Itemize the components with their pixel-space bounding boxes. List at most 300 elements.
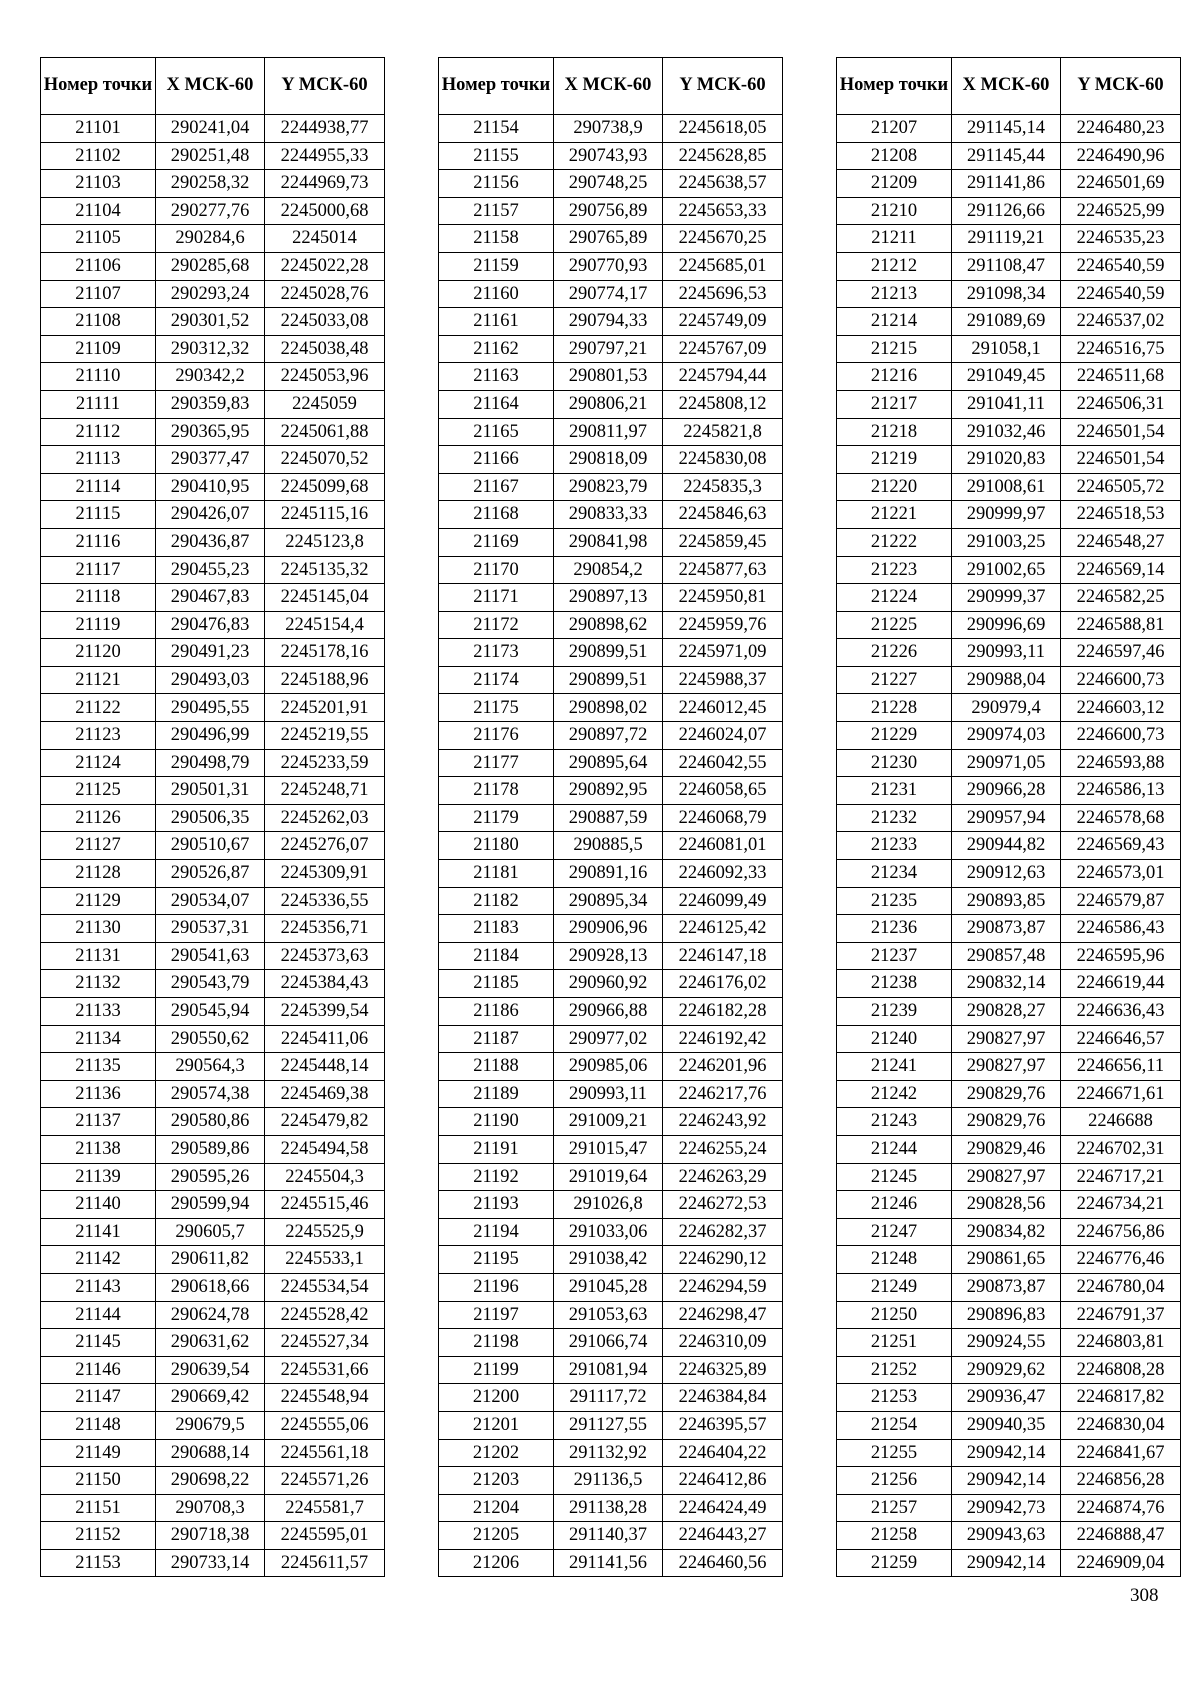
table-row: [41, 1218, 385, 1246]
point-number-cell: 21164: [439, 390, 554, 418]
x-coordinate-cell: 290495,55: [156, 694, 265, 722]
y-coordinate-cell: 2245528,42: [265, 1301, 385, 1329]
x-coordinate-cell: 290834,82: [952, 1218, 1061, 1246]
table-row: [837, 142, 1181, 170]
point-number-cell: 21209: [837, 170, 952, 198]
table-row: [837, 335, 1181, 363]
y-coordinate-cell: 2246579,87: [1061, 887, 1181, 915]
table-row: [41, 666, 385, 694]
point-number-cell: 21167: [439, 473, 554, 501]
x-coordinate-cell: 290887,59: [554, 804, 663, 832]
x-coordinate-cell: 290827,97: [952, 1025, 1061, 1053]
table-row: [41, 556, 385, 584]
x-coordinate-cell: 291138,28: [554, 1494, 663, 1522]
y-coordinate-cell: 2246588,81: [1061, 611, 1181, 639]
x-coordinate-cell: 291020,83: [952, 446, 1061, 474]
point-number-cell: 21154: [439, 115, 554, 143]
point-number-cell: 21113: [41, 446, 156, 474]
table-row: [439, 556, 783, 584]
table-row: [837, 1135, 1181, 1163]
y-coordinate-cell: 2246717,21: [1061, 1163, 1181, 1191]
y-coordinate-cell: 2246395,57: [663, 1411, 783, 1439]
y-coordinate-cell: 2245135,32: [265, 556, 385, 584]
table-row: [439, 1191, 783, 1219]
y-coordinate-cell: 2246518,53: [1061, 501, 1181, 529]
point-number-cell: 21119: [41, 611, 156, 639]
x-coordinate-cell: 290942,14: [952, 1439, 1061, 1467]
table-row: [837, 1384, 1181, 1412]
y-coordinate-cell: 2246646,57: [1061, 1025, 1181, 1053]
table-row: [41, 1549, 385, 1577]
table-row: [439, 1301, 783, 1329]
y-coordinate-cell: 2245959,76: [663, 611, 783, 639]
point-number-cell: 21182: [439, 887, 554, 915]
table-row: [439, 694, 783, 722]
table-row: [439, 1053, 783, 1081]
y-coordinate-cell: 2245767,09: [663, 335, 783, 363]
point-number-cell: 21194: [439, 1218, 554, 1246]
point-number-cell: 21172: [439, 611, 554, 639]
x-coordinate-cell: 291026,8: [554, 1191, 663, 1219]
point-number-cell: 21205: [439, 1522, 554, 1550]
table-row: [41, 335, 385, 363]
point-number-cell: 21145: [41, 1329, 156, 1357]
point-number-cell: 21106: [41, 252, 156, 280]
y-coordinate-cell: 2246505,72: [1061, 473, 1181, 501]
table-row: [41, 970, 385, 998]
x-coordinate-cell: 290942,14: [952, 1549, 1061, 1577]
y-coordinate-cell: 2245531,66: [265, 1356, 385, 1384]
y-coordinate-cell: 2246460,56: [663, 1549, 783, 1577]
y-coordinate-cell: 2246688: [1061, 1108, 1181, 1136]
y-coordinate-cell: 2245618,05: [663, 115, 783, 143]
table-row: [837, 584, 1181, 612]
x-coordinate-cell: 291145,14: [952, 115, 1061, 143]
x-coordinate-cell: 290251,48: [156, 142, 265, 170]
table-row: [439, 942, 783, 970]
y-coordinate-cell: 2246791,37: [1061, 1301, 1181, 1329]
table-row: [439, 418, 783, 446]
x-coordinate-cell: 290611,82: [156, 1246, 265, 1274]
x-coordinate-cell: 291033,06: [554, 1218, 663, 1246]
x-coordinate-cell: 290912,63: [952, 860, 1061, 888]
point-number-cell: 21257: [837, 1494, 952, 1522]
y-coordinate-cell: 2246272,53: [663, 1191, 783, 1219]
y-coordinate-cell: 2245808,12: [663, 390, 783, 418]
point-number-cell: 21151: [41, 1494, 156, 1522]
x-coordinate-cell: 290861,65: [952, 1246, 1061, 1274]
table-row: [41, 915, 385, 943]
table-row: [439, 1135, 783, 1163]
point-number-cell: 21171: [439, 584, 554, 612]
point-number-cell: 21121: [41, 666, 156, 694]
point-number-cell: 21212: [837, 252, 952, 280]
point-number-cell: 21183: [439, 915, 554, 943]
point-number-cell: 21249: [837, 1273, 952, 1301]
point-number-cell: 21109: [41, 335, 156, 363]
point-number-cell: 21181: [439, 860, 554, 888]
y-coordinate-cell: 2245448,14: [265, 1053, 385, 1081]
point-number-cell: 21197: [439, 1301, 554, 1329]
table-row: [439, 1467, 783, 1495]
y-coordinate-cell: 2245846,63: [663, 501, 783, 529]
x-coordinate-cell: 291015,47: [554, 1135, 663, 1163]
point-number-cell: 21162: [439, 335, 554, 363]
table-row: [837, 777, 1181, 805]
y-coordinate-cell: 2246516,75: [1061, 335, 1181, 363]
table-row: [837, 501, 1181, 529]
x-coordinate-cell: 291108,47: [952, 252, 1061, 280]
point-number-cell: 21225: [837, 611, 952, 639]
table-row: [41, 611, 385, 639]
point-number-cell: 21124: [41, 749, 156, 777]
table-row: [41, 1384, 385, 1412]
table-row: [41, 1163, 385, 1191]
y-coordinate-cell: 2245411,06: [265, 1025, 385, 1053]
table-row: [41, 1356, 385, 1384]
table-row: [439, 1494, 783, 1522]
y-coordinate-cell: 2246217,76: [663, 1080, 783, 1108]
header-y: Y МСК-60: [1061, 58, 1181, 115]
x-coordinate-cell: 291140,37: [554, 1522, 663, 1550]
table-row: [837, 860, 1181, 888]
point-number-cell: 21155: [439, 142, 554, 170]
x-coordinate-cell: 290993,11: [952, 639, 1061, 667]
point-number-cell: 21224: [837, 584, 952, 612]
x-coordinate-cell: 291141,56: [554, 1549, 663, 1577]
y-coordinate-cell: 2246480,23: [1061, 115, 1181, 143]
x-coordinate-cell: 290285,68: [156, 252, 265, 280]
table-row: [41, 1273, 385, 1301]
table-row: [41, 832, 385, 860]
point-number-cell: 21107: [41, 280, 156, 308]
point-number-cell: 21180: [439, 832, 554, 860]
table-row: [41, 528, 385, 556]
table-row: [837, 1053, 1181, 1081]
point-number-cell: 21240: [837, 1025, 952, 1053]
point-number-cell: 21147: [41, 1384, 156, 1412]
x-coordinate-cell: 290942,14: [952, 1467, 1061, 1495]
y-coordinate-cell: 2245638,57: [663, 170, 783, 198]
point-number-cell: 21259: [837, 1549, 952, 1577]
table-row: [439, 639, 783, 667]
x-coordinate-cell: 291009,21: [554, 1108, 663, 1136]
y-coordinate-cell: 2245373,63: [265, 942, 385, 970]
x-coordinate-cell: 290942,73: [952, 1494, 1061, 1522]
y-coordinate-cell: 2245178,16: [265, 639, 385, 667]
point-number-cell: 21175: [439, 694, 554, 722]
table-row: [837, 1163, 1181, 1191]
point-number-cell: 21245: [837, 1163, 952, 1191]
table-row: [837, 1301, 1181, 1329]
x-coordinate-cell: 290801,53: [554, 363, 663, 391]
y-coordinate-cell: 2246024,07: [663, 722, 783, 750]
y-coordinate-cell: 2246603,12: [1061, 694, 1181, 722]
table-row: [439, 1163, 783, 1191]
table-row: [837, 308, 1181, 336]
point-number-cell: 21200: [439, 1384, 554, 1412]
y-coordinate-cell: 2246600,73: [1061, 666, 1181, 694]
table-row: [837, 887, 1181, 915]
point-number-cell: 21223: [837, 556, 952, 584]
y-coordinate-cell: 2246298,47: [663, 1301, 783, 1329]
point-number-cell: 21137: [41, 1108, 156, 1136]
x-coordinate-cell: 291066,74: [554, 1329, 663, 1357]
x-coordinate-cell: 290854,2: [554, 556, 663, 584]
x-coordinate-cell: 290974,03: [952, 722, 1061, 750]
table-row: [41, 197, 385, 225]
x-coordinate-cell: 290733,14: [156, 1549, 265, 1577]
x-coordinate-cell: 291041,11: [952, 390, 1061, 418]
y-coordinate-cell: 2245555,06: [265, 1411, 385, 1439]
y-coordinate-cell: 2245154,4: [265, 611, 385, 639]
y-coordinate-cell: 2245504,3: [265, 1163, 385, 1191]
y-coordinate-cell: 2246702,31: [1061, 1135, 1181, 1163]
point-number-cell: 21163: [439, 363, 554, 391]
table-row: [439, 473, 783, 501]
y-coordinate-cell: 2246092,33: [663, 860, 783, 888]
x-coordinate-cell: 290258,32: [156, 170, 265, 198]
x-coordinate-cell: 290818,09: [554, 446, 663, 474]
point-number-cell: 21254: [837, 1411, 952, 1439]
header-y: Y МСК-60: [265, 58, 385, 115]
x-coordinate-cell: 290929,62: [952, 1356, 1061, 1384]
x-coordinate-cell: 290605,7: [156, 1218, 265, 1246]
y-coordinate-cell: 2245571,26: [265, 1467, 385, 1495]
point-number-cell: 21187: [439, 1025, 554, 1053]
x-coordinate-cell: 290829,46: [952, 1135, 1061, 1163]
table-row: [41, 308, 385, 336]
x-coordinate-cell: 290857,48: [952, 942, 1061, 970]
table-row: [439, 363, 783, 391]
y-coordinate-cell: 2245000,68: [265, 197, 385, 225]
point-number-cell: 21235: [837, 887, 952, 915]
y-coordinate-cell: 2245219,55: [265, 722, 385, 750]
point-number-cell: 21102: [41, 142, 156, 170]
y-coordinate-cell: 2246776,46: [1061, 1246, 1181, 1274]
table-row: [439, 1384, 783, 1412]
table-row: [439, 970, 783, 998]
table-row: [41, 1246, 385, 1274]
point-number-cell: 21108: [41, 308, 156, 336]
x-coordinate-cell: 290892,95: [554, 777, 663, 805]
x-coordinate-cell: 290936,47: [952, 1384, 1061, 1412]
y-coordinate-cell: 2246582,25: [1061, 584, 1181, 612]
y-coordinate-cell: 2246182,28: [663, 998, 783, 1026]
point-number-cell: 21239: [837, 998, 952, 1026]
table-row: [439, 777, 783, 805]
y-coordinate-cell: 2246506,31: [1061, 390, 1181, 418]
y-coordinate-cell: 2245534,54: [265, 1273, 385, 1301]
x-coordinate-cell: 291098,34: [952, 280, 1061, 308]
x-coordinate-cell: 290312,32: [156, 335, 265, 363]
x-coordinate-cell: 290943,63: [952, 1522, 1061, 1550]
table-row: [41, 1439, 385, 1467]
point-number-cell: 21196: [439, 1273, 554, 1301]
y-coordinate-cell: 2245653,33: [663, 197, 783, 225]
x-coordinate-cell: 290342,2: [156, 363, 265, 391]
table-row: [41, 1135, 385, 1163]
x-coordinate-cell: 290426,07: [156, 501, 265, 529]
x-coordinate-cell: 290827,97: [952, 1163, 1061, 1191]
point-number-cell: 21247: [837, 1218, 952, 1246]
point-number-cell: 21231: [837, 777, 952, 805]
y-coordinate-cell: 2246808,28: [1061, 1356, 1181, 1384]
table-row: [837, 942, 1181, 970]
y-coordinate-cell: 2245059: [265, 390, 385, 418]
y-coordinate-cell: 2246068,79: [663, 804, 783, 832]
point-number-cell: 21202: [439, 1439, 554, 1467]
table-row: [439, 722, 783, 750]
point-number-cell: 21252: [837, 1356, 952, 1384]
y-coordinate-cell: 2245188,96: [265, 666, 385, 694]
table-row: [41, 584, 385, 612]
table-row: [837, 611, 1181, 639]
y-coordinate-cell: 2245830,08: [663, 446, 783, 474]
point-number-cell: 21130: [41, 915, 156, 943]
point-number-cell: 21242: [837, 1080, 952, 1108]
x-coordinate-cell: 291136,5: [554, 1467, 663, 1495]
point-number-cell: 21213: [837, 280, 952, 308]
x-coordinate-cell: 290493,03: [156, 666, 265, 694]
y-coordinate-cell: 2246443,27: [663, 1522, 783, 1550]
table-row: [41, 694, 385, 722]
y-coordinate-cell: 2245561,18: [265, 1439, 385, 1467]
x-coordinate-cell: 290698,22: [156, 1467, 265, 1495]
table-row: [837, 1549, 1181, 1577]
y-coordinate-cell: 2245399,54: [265, 998, 385, 1026]
y-coordinate-cell: 2245749,09: [663, 308, 783, 336]
point-number-cell: 21199: [439, 1356, 554, 1384]
x-coordinate-cell: 290455,23: [156, 556, 265, 584]
x-coordinate-cell: 290960,92: [554, 970, 663, 998]
x-coordinate-cell: 290957,94: [952, 804, 1061, 832]
table-row: [41, 390, 385, 418]
x-coordinate-cell: 290873,87: [952, 915, 1061, 943]
y-coordinate-cell: 2246099,49: [663, 887, 783, 915]
table-row: [837, 639, 1181, 667]
point-number-cell: 21258: [837, 1522, 952, 1550]
table-row: [41, 170, 385, 198]
x-coordinate-cell: 290794,33: [554, 308, 663, 336]
table-row: [41, 639, 385, 667]
x-coordinate-cell: 290679,5: [156, 1411, 265, 1439]
x-coordinate-cell: 290885,5: [554, 832, 663, 860]
point-number-cell: 21208: [837, 142, 952, 170]
point-number-cell: 21201: [439, 1411, 554, 1439]
header-x: X МСК-60: [554, 58, 663, 115]
y-coordinate-cell: 2246817,82: [1061, 1384, 1181, 1412]
x-coordinate-cell: 290501,31: [156, 777, 265, 805]
y-coordinate-cell: 2246803,81: [1061, 1329, 1181, 1357]
y-coordinate-cell: 2246501,54: [1061, 446, 1181, 474]
table-row: [439, 335, 783, 363]
x-coordinate-cell: 290564,3: [156, 1053, 265, 1081]
point-number-cell: 21120: [41, 639, 156, 667]
point-number-cell: 21132: [41, 970, 156, 998]
table-row: [837, 915, 1181, 943]
x-coordinate-cell: 290985,06: [554, 1053, 663, 1081]
x-coordinate-cell: 290828,27: [952, 998, 1061, 1026]
table-row: [41, 1053, 385, 1081]
y-coordinate-cell: 2245971,09: [663, 639, 783, 667]
point-number-cell: 21160: [439, 280, 554, 308]
point-number-cell: 21250: [837, 1301, 952, 1329]
table-row: [837, 1191, 1181, 1219]
x-coordinate-cell: 290770,93: [554, 252, 663, 280]
table-row: [439, 1273, 783, 1301]
table-row: [41, 225, 385, 253]
table-header: [439, 58, 783, 115]
point-number-cell: 21156: [439, 170, 554, 198]
y-coordinate-cell: 2246874,76: [1061, 1494, 1181, 1522]
point-number-cell: 21211: [837, 225, 952, 253]
point-number-cell: 21216: [837, 363, 952, 391]
point-number-cell: 21188: [439, 1053, 554, 1081]
table-row: [837, 804, 1181, 832]
table-row: [439, 749, 783, 777]
x-coordinate-cell: 290618,66: [156, 1273, 265, 1301]
point-number-cell: 21169: [439, 528, 554, 556]
table-row: [837, 1080, 1181, 1108]
table-row: [41, 942, 385, 970]
point-number-cell: 21111: [41, 390, 156, 418]
y-coordinate-cell: 2246671,61: [1061, 1080, 1181, 1108]
x-coordinate-cell: 290639,54: [156, 1356, 265, 1384]
table-row: [41, 1411, 385, 1439]
y-coordinate-cell: 2245248,71: [265, 777, 385, 805]
point-number-cell: 21206: [439, 1549, 554, 1577]
table-row: [439, 501, 783, 529]
point-number-cell: 21148: [41, 1411, 156, 1439]
x-coordinate-cell: 290688,14: [156, 1439, 265, 1467]
table-row: [439, 1411, 783, 1439]
point-number-cell: 21150: [41, 1467, 156, 1495]
x-coordinate-cell: 290996,69: [952, 611, 1061, 639]
x-coordinate-cell: 290898,02: [554, 694, 663, 722]
point-number-cell: 21126: [41, 804, 156, 832]
y-coordinate-cell: 2245548,94: [265, 1384, 385, 1412]
x-coordinate-cell: 290241,04: [156, 115, 265, 143]
table-row: [41, 1301, 385, 1329]
point-number-cell: 21178: [439, 777, 554, 805]
point-number-cell: 21186: [439, 998, 554, 1026]
x-coordinate-cell: 290841,98: [554, 528, 663, 556]
x-coordinate-cell: 290906,96: [554, 915, 663, 943]
y-coordinate-cell: 2245384,43: [265, 970, 385, 998]
point-number-cell: 21117: [41, 556, 156, 584]
table-row: [41, 887, 385, 915]
coordinates-table-3: [836, 57, 1181, 1577]
header-number: Номер точки: [439, 58, 554, 115]
x-coordinate-cell: 290574,38: [156, 1080, 265, 1108]
y-coordinate-cell: 2246282,37: [663, 1218, 783, 1246]
table-row: [837, 970, 1181, 998]
y-coordinate-cell: 2245685,01: [663, 252, 783, 280]
x-coordinate-cell: 290899,51: [554, 639, 663, 667]
x-coordinate-cell: 291032,46: [952, 418, 1061, 446]
point-number-cell: 21157: [439, 197, 554, 225]
x-coordinate-cell: 290924,55: [952, 1329, 1061, 1357]
point-number-cell: 21214: [837, 308, 952, 336]
table-row: [837, 1439, 1181, 1467]
point-number-cell: 21221: [837, 501, 952, 529]
y-coordinate-cell: 2245950,81: [663, 584, 783, 612]
y-coordinate-cell: 2245145,04: [265, 584, 385, 612]
x-coordinate-cell: 290896,83: [952, 1301, 1061, 1329]
y-coordinate-cell: 2246888,47: [1061, 1522, 1181, 1550]
point-number-cell: 21125: [41, 777, 156, 805]
